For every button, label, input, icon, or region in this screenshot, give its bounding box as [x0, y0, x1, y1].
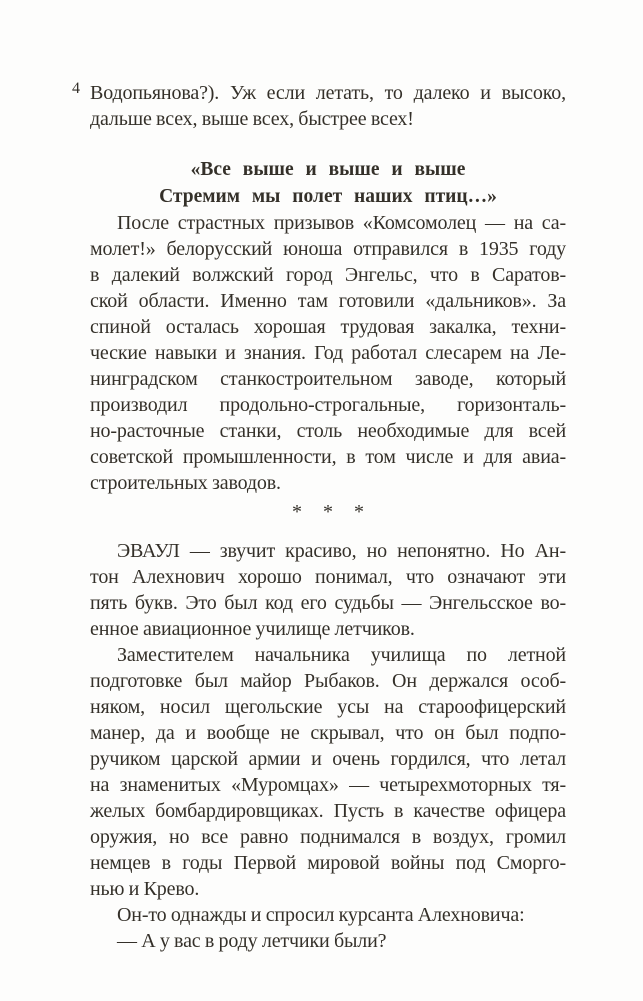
text-line: производил продольно-строгальные, горизонталь-: [90, 394, 566, 416]
section-separator: * * *: [292, 501, 372, 523]
text-line: няком, носил щегольские усы на староофицерский: [90, 696, 566, 718]
text-line: Заместителем начальника училища по летной: [117, 644, 566, 666]
text-line: ЭВАУЛ — звучит красиво, но непонятно. Но Ан-: [117, 540, 566, 562]
text-line: ческие навыки и знания. Год работал слесарем на Ле-: [90, 342, 566, 364]
text-line: Водопьянова?). Уж если летать, то далеко и высоко,: [90, 82, 566, 104]
paragraph-intro: [90, 80, 566, 132]
paragraph-question: [90, 928, 566, 954]
text-line: строительных заводов.: [90, 472, 281, 494]
text-line: манер, да и вообще не скрывал, что он был подпо-: [90, 722, 566, 744]
text-line: Он-то однажды и спросил курсанта Алехновича:: [117, 904, 525, 926]
text-line: но-расточные станки, столь необходимые для всей: [90, 420, 566, 442]
text-line: подготовке был майор Рыбаков. Он держался особ-: [90, 670, 566, 692]
text-line: — А у вас в роду летчики были?: [117, 930, 387, 952]
text-line: нинградском станкостроительном заводе, который: [90, 368, 566, 390]
text-line: немцев в годы Первой мировой войны под Сморго-: [90, 852, 566, 874]
text-line: енное авиационное училище летчиков.: [90, 618, 415, 640]
text-line: нью и Крево.: [90, 878, 200, 900]
text-line: в далекий волжский город Энгельс, что в Саратов-: [90, 264, 566, 286]
text-line: советской промышленности, в том числе и для авиа-: [90, 446, 566, 468]
text-line: После страстных призывов «Комсомолец — на са-: [117, 212, 566, 234]
paragraph-rybakov: [90, 642, 566, 902]
text-line: ручиком царской армии и очень гордился, что летал: [90, 748, 566, 770]
text-line: ской области. Именно там готовили «дальников». За: [90, 290, 566, 312]
text-line: тон Алехнович хорошо понимал, что означают эти: [90, 566, 566, 588]
text-line: оружия, но все равно поднимался в воздух, громил: [90, 826, 566, 848]
paragraph-engels: [90, 210, 566, 496]
paragraph-evaul: [90, 538, 566, 642]
text-line: пять букв. Это был код его судьбы — Энгельсское во-: [90, 592, 566, 614]
text-line: на знаменитых «Муромцах» — четырехмоторных тя-: [90, 774, 566, 796]
text-line: Стремим мы полет наших птиц…»: [159, 186, 497, 207]
text-block: [90, 80, 566, 954]
text-line: дальше всех, выше всех, быстрее всех!: [90, 108, 414, 130]
text-line: молет!» белорусский юноша отправился в 1935 году: [90, 238, 566, 260]
text-line: желых бомбардировщиках. Пусть в качестве офицера: [90, 800, 566, 822]
paragraph-question-intro: [90, 902, 566, 928]
text-line: «Все выше и выше и выше: [190, 159, 466, 180]
epigraph-verse: [90, 156, 566, 210]
page-number: 4: [72, 80, 80, 97]
text-line: спиной осталась хорошая трудовая закалка, техни-: [90, 316, 566, 338]
